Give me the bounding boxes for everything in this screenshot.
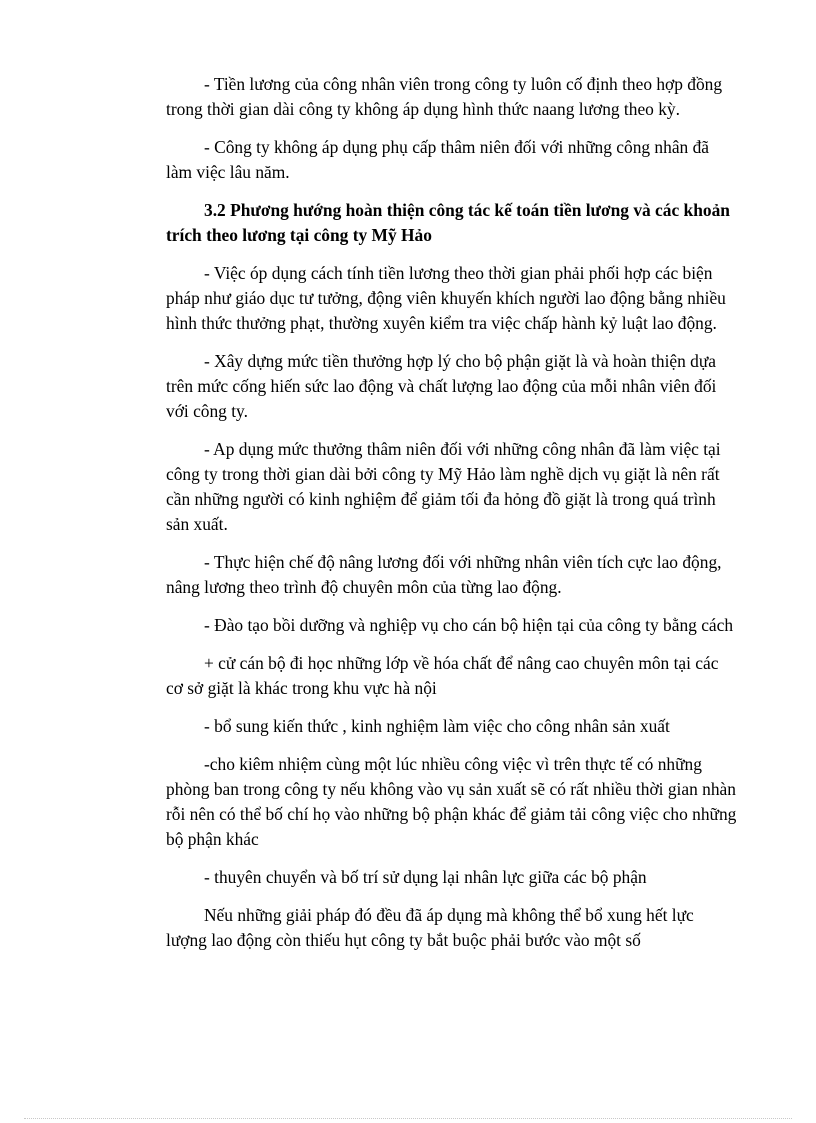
paragraph-multitasking: -cho kiêm nhiệm cùng một lúc nhiều công việc vì trên thực tế có những phòng ban trong công ty nếu không vào vụ sản xuất sẽ có rất nhiều thời gian nhàn rỗi nên có thể bố chí họ vào những bộ phận khác để giảm tải công việc cho những bộ phận khác (166, 754, 737, 849)
section-heading: 3.2 Phương hướng hoàn thiện công tác kế toán tiền lương và các khoản trích theo lương tại công ty Mỹ Hảo (166, 200, 730, 245)
paragraph-bonus-level: - Xây dựng mức tiền thưởng hợp lý cho bộ phận giặt là và hoàn thiện dựa trên mức cống hiến sức lao động và chất lượng lao động của mỗi nhân viên đối với công ty. (166, 351, 717, 421)
paragraph-staff-transfer: - thuyên chuyển và bố trí sử dụng lại nhân lực giữa các bộ phận (204, 867, 647, 887)
page-bottom-divider (24, 1118, 792, 1119)
paragraph-send-staff-to-courses: + cử cán bộ đi học những lớp về hóa chất để nâng cao chuyên môn tại các cơ sở giặt là khác trong khu vực hà nội (166, 653, 719, 698)
paragraph-salary-raise: - Thực hiện chế độ nâng lương đối với những nhân viên tích cực lao động, nâng lương theo trình độ chuyên môn của từng lao động. (166, 552, 722, 597)
paragraph-time-based-pay: - Việc óp dụng cách tính tiền lương theo thời gian phải phối hợp các biện pháp như giáo dục tư tưởng, động viên khuyến khích người lao động bằng nhiều hình thức thưởng phạt, thường xuyên kiểm tra việc chấp hành kỷ luật lao động. (166, 263, 726, 333)
paragraph-no-seniority-allowance: - Công ty không áp dụng phụ cấp thâm niên đối với những công nhân đã làm việc lâu năm. (166, 137, 709, 182)
paragraph-supplement-knowledge: - bổ sung kiến thức , kinh nghiệm làm việc cho công nhân sản xuất (204, 716, 670, 736)
paragraph-conclusion: Nếu những giải pháp đó đều đã áp dụng mà không thể bổ xung hết lực lượng lao động còn thiếu hụt công ty bắt buộc phải bước vào một số (166, 905, 694, 950)
paragraph-seniority-bonus: - Ap dụng mức thưởng thâm niên đối với những công nhân đã làm việc tại công ty trong thời gian dài bởi công ty Mỹ Hảo làm nghề dịch vụ giặt là nên rất cần những người có kinh nghiệm để giảm tối đa hỏng đồ giặt là trong quá trình sản xuất. (166, 439, 721, 534)
paragraph-training: - Đào tạo bồi dưỡng và nghiệp vụ cho cán bộ hiện tại của công ty bằng cách (204, 615, 734, 635)
paragraph-salary-fixed: - Tiền lương của công nhân viên trong công ty luôn cố định theo hợp đồng trong thời gian dài công ty không áp dụng hình thức naang lương theo kỳ. (166, 74, 723, 119)
document-page (166, 72, 738, 966)
